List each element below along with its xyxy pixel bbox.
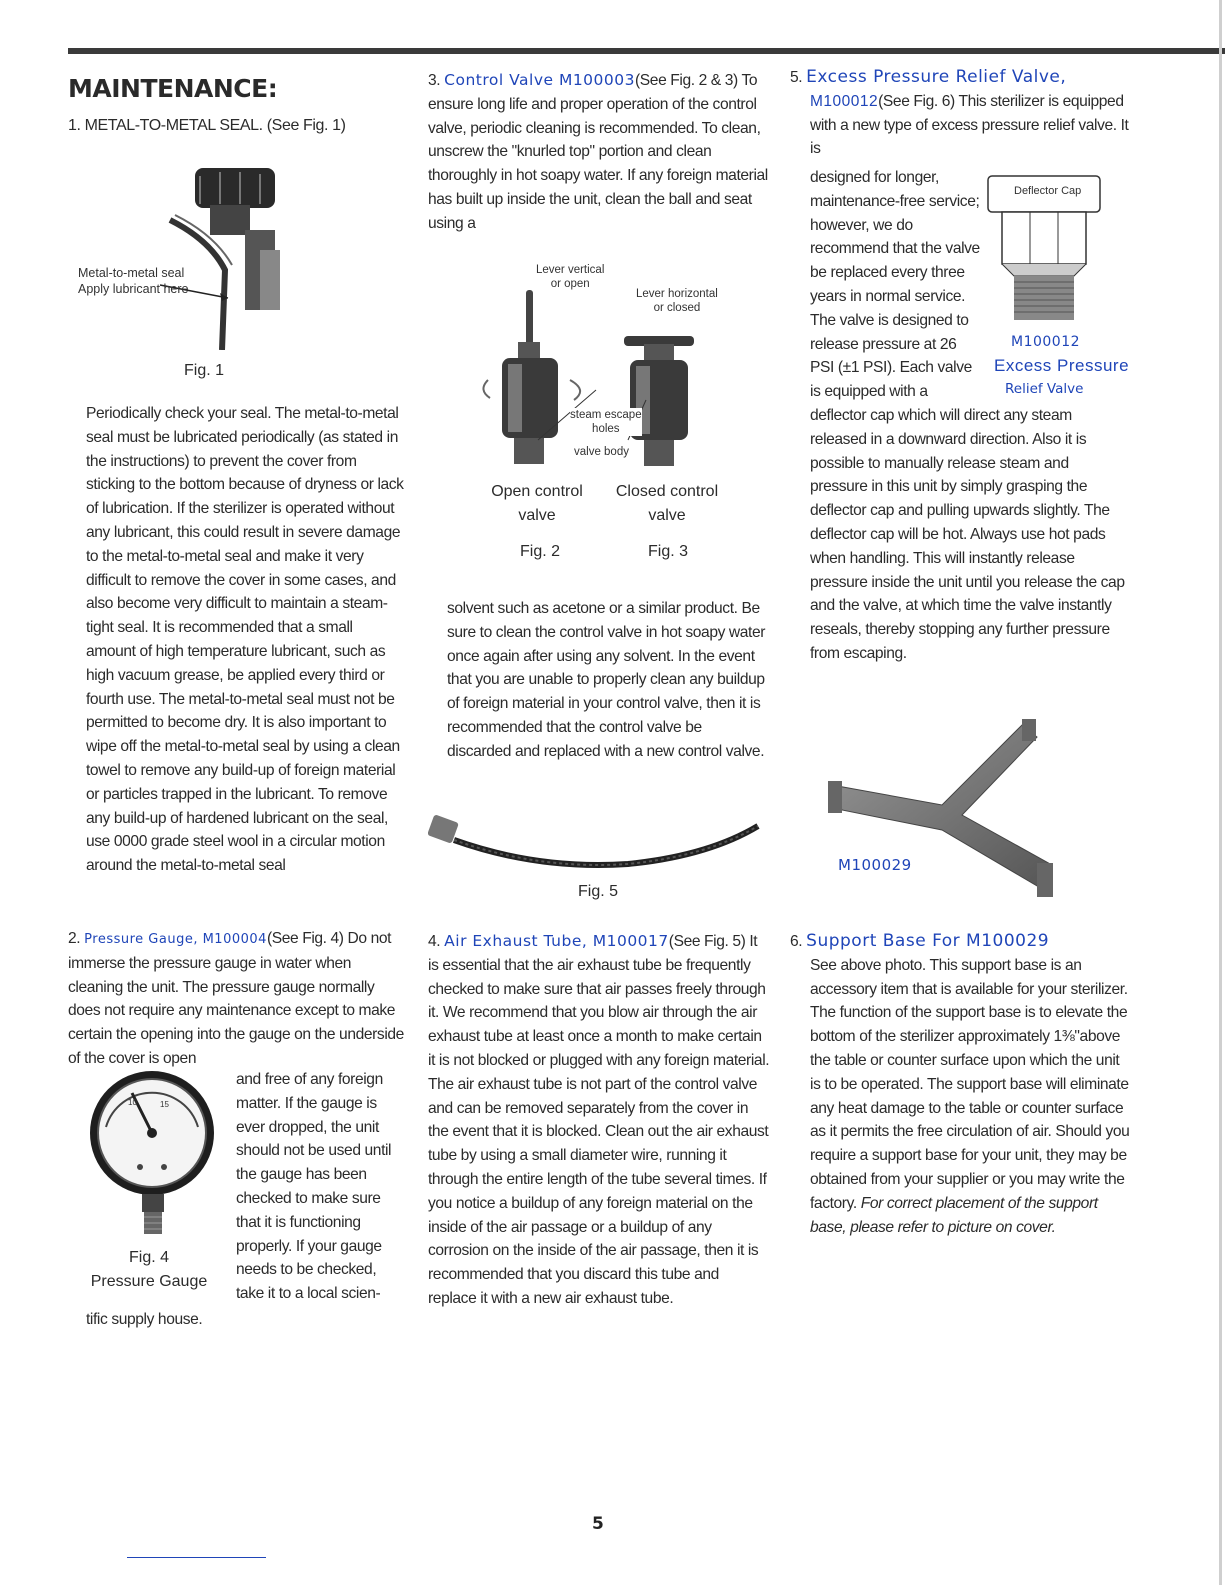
section-3-intro	[428, 69, 768, 236]
fig5-tube-illustration	[428, 812, 768, 882]
fig6-caption-line2: Relief Valve	[1005, 381, 1084, 397]
label-lever-vertical	[536, 263, 604, 291]
section-4-number: 4.	[428, 933, 441, 950]
fig3-caption: Fig. 3	[648, 543, 689, 560]
section-6	[790, 930, 1130, 1239]
section-4-body: (See Fig. 5) It is essential that the air exhaust tube be frequently checked to make sure that air passes freely through it. We recommend that you blow air through the air exhaust tube at least once a month to make certain it is not blocked or plugged with any foreign material. The air exhaust tube is not part of the control valve and can be removed separately from the cover in the event that it is blocked. Clean out the air exhaust tube by using a small diameter wire, running it through the entire length of the tube several times. If you notice a buildup of any foreign material on the inside of the air passage or a buildup of any corrosion on the inside of the air passage, then it is recommended that you discard this tube and replace it with a new air exhaust tube.	[428, 933, 770, 1307]
fig1-caption: Fig. 1	[184, 362, 225, 379]
section-6-number: 6.	[790, 933, 803, 950]
section-4-title: Air Exhaust Tube, M100017	[444, 932, 669, 950]
section-5-number: 5.	[790, 69, 803, 86]
section-1-number: 1.	[68, 117, 81, 134]
support-base-photo	[822, 715, 1084, 905]
fig2-caption-title	[482, 480, 592, 528]
page-number: 5	[592, 1514, 604, 1534]
label-steam-escape-2: holes	[592, 423, 620, 435]
fig5-caption: Fig. 5	[578, 883, 619, 900]
section-4	[428, 930, 770, 1311]
label-steam-escape-1: steam escape	[570, 409, 642, 421]
section-2-intro-text: (See Fig. 4) Do not immerse the pressure gauge in water when cleaning the unit. The pressure gauge normally does not require any maintenance except to make certain the opening into the gauge on the underside of the cover is open	[68, 930, 404, 1067]
fig3-caption-line2: valve	[648, 507, 686, 524]
svg-text:10: 10	[128, 1098, 137, 1107]
fig1-label-lubricant: Apply lubricant here	[78, 282, 189, 296]
label-lever-horizontal	[636, 287, 718, 315]
fig2-caption-line2: valve	[518, 507, 556, 524]
footer-link-rule	[127, 1557, 266, 1558]
section-5-part: M100012	[810, 92, 879, 110]
svg-text:15: 15	[160, 1100, 169, 1109]
section-6-title: Support Base For M100029	[806, 931, 1050, 951]
fig1-seal-illustration	[150, 160, 290, 350]
support-base-part-label: M100029	[838, 856, 912, 874]
fig3-caption-line1: Closed control	[615, 483, 719, 500]
section-5-body: deflector cap which will direct any steam released in a downward direction. Also it is possible to manually release steam and pressure in this unit by simply grasping the deflector cap and pulling upwards slightly. The deflector cap will be hot. Always use hot pads when handling. This will instantly release pressure inside the unit until you release the cap and the valve, at which time the valve instantly reseals, thereby stopping any further pressure from escaping.	[810, 407, 1125, 662]
fig6-caption-line1: Excess Pressure	[994, 356, 1130, 375]
section-6-body: See above photo. This support base is an accessory item that is available for your sterilizer. The function of the support base is to elevate the bottom of the sterilizer approximately 1⅜"above the table or counter surface upon which the unit is to be operated. The support base will eliminate any heat damage to the table or counter surface as it permits the free circulation of air. Should you require a support base for your unit, they may be obtained from your supplier or you may write the factory.	[810, 956, 1130, 1212]
section-1-title-text: METAL-TO-METAL SEAL. (See Fig. 1)	[84, 117, 346, 134]
section-6-italic-note: For correct placement of the support base, please refer to picture on cover.	[810, 1194, 1098, 1236]
section-2-intro	[68, 927, 406, 1071]
fig6-deflector-cap-label: Deflector Cap	[1014, 185, 1082, 197]
section-5-intro	[790, 66, 1130, 161]
section-2-wrap-text: and free of any foreign matter. If the gauge is ever dropped, the unit should not be used until the gauge has been checked to make sure that it is functioning properly. If your gauge needs to be checked, take it to a local scien-	[236, 1071, 392, 1303]
fig4-caption	[90, 1246, 208, 1294]
label-lever-horizontal-1: Lever horizontal	[636, 288, 718, 300]
fig4-caption-name: Pressure Gauge	[90, 1273, 208, 1290]
section-3-number: 3.	[428, 72, 441, 89]
section-5-wrap-text: designed for longer, maintenance-free service; however, we do recommend that the valve be replaced every three years in normal service. The valve is designed to release pressure at 26 PSI (±1 PSI). Each valve is equipped with a	[810, 169, 980, 401]
fig6-part-number: M100012	[1011, 334, 1081, 350]
section-2-tail: tific supply house.	[86, 1311, 203, 1328]
label-steam-escape	[570, 408, 642, 436]
section-2-title: Pressure Gauge, M100004	[84, 932, 267, 947]
section-1-title	[68, 114, 346, 138]
section-3-intro-text: (See Fig. 2 & 3) To ensure long life and proper operation of the control valve, periodic cleaning is recommended. To clean, unscrew the "knurled top" portion and clean thoroughly in hot soapy water. If any foreign material has built up inside the unit, clean the ball and seat using a	[428, 72, 768, 232]
section-1-body: Periodically check your seal. The metal-to-metal seal must be lubricated periodically (as stated in the instructions) to prevent the cover from sticking to the bottom because of dryness or lack of lubrication. If the sterilizer is operated without any lubricant, this could result in severe damage to the metal-to-metal seal and make it very difficult to remove the cover in some cases, and also become very difficult to maintain a steam-tight seal. It is recommended that a small amount of high temperature lubricant, such as high vacuum grease, be applied every third or fourth use. The metal-to-metal seal must not be permitted to become dry. It is also important to wipe off the metal-to-metal seal by using a clean towel to remove any build-up of foreign material or particles trapped in the lubricant. To remove any build-up of hardened lubricant on the seal, use 0000 grade steel wool in a circular motion around the metal-to-metal seal	[86, 405, 404, 875]
fig4-caption-fig: Fig. 4	[128, 1249, 169, 1266]
header-rule	[68, 48, 1225, 54]
section-2-number: 2.	[68, 930, 81, 947]
label-lever-vertical-1: Lever vertical	[536, 264, 605, 276]
fig4-gauge-illustration	[86, 1067, 218, 1247]
label-lever-horizontal-2: or closed	[653, 302, 701, 314]
section-3-title: Control Valve M100003	[444, 71, 635, 89]
section-3-continued: solvent such as acetone or a similar product. Be sure to clean the control valve in hot soapy water once again after using any solvent. In the event that you are unable to properly clean any buildup of foreign material in your control valve, then it is recommended that the control valve be discarded and replaced with a new control valve.	[447, 600, 766, 760]
section-5-intro-text: (See Fig. 6) This sterilizer is equipped with a new type of excess pressure relief valve. It is	[810, 92, 1129, 158]
fig2-caption-line1: Open control	[491, 483, 583, 500]
label-valve-body: valve body	[574, 446, 629, 458]
section-5-rest	[810, 404, 1128, 666]
label-lever-vertical-2: or open	[550, 278, 590, 290]
page-heading: MAINTENANCE:	[68, 74, 278, 103]
fig3-caption-title	[610, 480, 724, 528]
page-edge	[1219, 0, 1222, 1585]
fig2-caption: Fig. 2	[520, 543, 561, 560]
section-5-title: Excess Pressure Relief Valve,	[806, 67, 1067, 87]
fig1-label	[78, 265, 188, 297]
fig1-label-seal: Metal-to-metal seal	[78, 266, 185, 280]
